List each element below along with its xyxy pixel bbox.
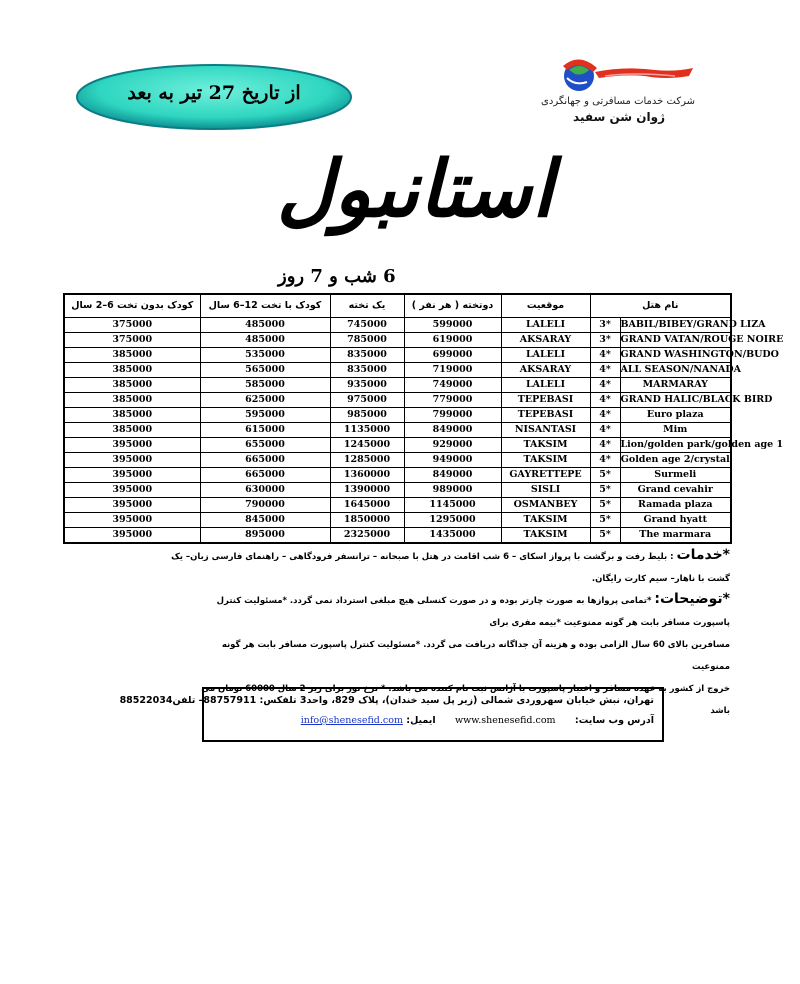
cell-location: NISANTASI <box>501 423 590 438</box>
cell-stars: 4* <box>590 363 620 378</box>
cell-double: 599000 <box>404 318 501 333</box>
cell-single: 2325000 <box>330 528 404 544</box>
explanations-line-2: مسافرین بالای 60 سال الزامی بوده و هزینه آن جداگانه دریافت می گردد. *مسئولیت کنترل پاسپورت مسافر بابت هر گونه ممنوعیت <box>221 640 730 672</box>
cell-double: 749000 <box>404 378 501 393</box>
cell-stars: 4* <box>590 408 620 423</box>
cell-hotel: Grand hyatt <box>620 513 731 528</box>
cell-double: 1295000 <box>404 513 501 528</box>
explanations-line-1: *تمامی پروازها به صورت چارتر بوده و در صورت کنسلی هیچ مبلغی استرداد نمی گردد. *مسئولیت کنترل پاسپورت مسافر بابت هر گونه ممنوعیت *بیمه مفری برای <box>216 596 730 628</box>
cell-child-nobed: 395000 <box>64 528 200 544</box>
contact-box <box>119 687 664 742</box>
cell-hotel: Grand cevahir <box>620 483 731 498</box>
cell-child-nobed: 375000 <box>64 318 200 333</box>
cell-hotel: Lion/golden park/golden age 1 <box>620 438 731 453</box>
cell-child-bed: 565000 <box>200 363 330 378</box>
cell-child-nobed: 385000 <box>64 408 200 423</box>
cell-single: 1360000 <box>330 468 404 483</box>
cell-hotel: GRAND VATAN/ROUGE NOIRE <box>620 333 731 348</box>
services-line-1: : بلیط رفت و برگشت با پرواز اسکای – 6 شب اقامت در هتل با صبحانه – ترانسفر فرودگاهی – راهنمای فارسی زبان– یک <box>171 552 674 562</box>
header-single: یک تخته <box>330 294 404 318</box>
cell-stars: 3* <box>590 318 620 333</box>
cell-location: GAYRETTEPE <box>501 468 590 483</box>
cell-hotel: ALL SEASON/NANADA <box>620 363 731 378</box>
header-double: دوتخته ( هر نفر ) <box>404 294 501 318</box>
website-link[interactable]: www.shenesefid.com <box>454 715 556 726</box>
cell-child-nobed: 395000 <box>64 483 200 498</box>
cell-location: TEPEBASI <box>501 408 590 423</box>
badge-text: از تاریخ 27 تیر به بعد <box>127 82 301 104</box>
header-child-nobed: کودک بدون تخت 6–2 سال <box>64 294 200 318</box>
table-row <box>64 423 731 438</box>
cell-stars: 4* <box>590 348 620 363</box>
cell-child-bed: 535000 <box>200 348 330 363</box>
cell-stars: 4* <box>590 423 620 438</box>
cell-single: 785000 <box>330 333 404 348</box>
cell-child-bed: 630000 <box>200 483 330 498</box>
cell-double: 1435000 <box>404 528 501 544</box>
cell-single: 1285000 <box>330 453 404 468</box>
website-label: آدرس وب سایت: <box>574 715 654 726</box>
services-note <box>160 544 730 590</box>
cell-child-bed: 615000 <box>200 423 330 438</box>
cell-hotel: GRAND WASHINGTON/BUDO <box>620 348 731 363</box>
cell-location: TAKSIM <box>501 528 590 544</box>
cell-child-bed: 595000 <box>200 408 330 423</box>
table-row <box>64 453 731 468</box>
tour-duration: 6 شب و 7 روز <box>278 266 396 287</box>
cell-child-bed: 655000 <box>200 438 330 453</box>
company-name: شرکت خدمات مسافرتی و جهانگردی <box>541 96 695 107</box>
company-logo <box>541 56 695 126</box>
cell-double: 849000 <box>404 423 501 438</box>
page-title: استانبول <box>276 145 554 235</box>
cell-single: 1850000 <box>330 513 404 528</box>
cell-location: SISLI <box>501 483 590 498</box>
cell-single: 985000 <box>330 408 404 423</box>
cell-child-bed: 485000 <box>200 318 330 333</box>
cell-child-bed: 485000 <box>200 333 330 348</box>
cell-double: 949000 <box>404 453 501 468</box>
globe-logo-icon <box>555 56 695 96</box>
cell-hotel: Ramada plaza <box>620 498 731 513</box>
cell-single: 1390000 <box>330 483 404 498</box>
cell-child-bed: 895000 <box>200 528 330 544</box>
cell-stars: 4* <box>590 378 620 393</box>
cell-child-nobed: 385000 <box>64 363 200 378</box>
table-row <box>64 333 731 348</box>
header-location: موقعیت <box>501 294 590 318</box>
table-row <box>64 513 731 528</box>
table-header-row <box>64 294 731 318</box>
cell-location: LALELI <box>501 318 590 333</box>
cell-single: 975000 <box>330 393 404 408</box>
cell-child-nobed: 395000 <box>64 468 200 483</box>
cell-child-nobed: 385000 <box>64 348 200 363</box>
cell-location: TAKSIM <box>501 453 590 468</box>
table-row <box>64 438 731 453</box>
table-row <box>64 393 731 408</box>
cell-location: AKSARAY <box>501 333 590 348</box>
company-brand: ژوان شن سفید <box>573 110 665 124</box>
cell-stars: 5* <box>590 483 620 498</box>
table-row <box>64 498 731 513</box>
cell-hotel: Mim <box>620 423 731 438</box>
cell-double: 1145000 <box>404 498 501 513</box>
table-row <box>64 483 731 498</box>
cell-single: 745000 <box>330 318 404 333</box>
cell-location: TAKSIM <box>501 438 590 453</box>
table-row <box>64 348 731 363</box>
cell-child-nobed: 385000 <box>64 423 200 438</box>
header-hotel: نام هتل <box>590 294 731 318</box>
table-row <box>64 468 731 483</box>
date-badge <box>74 62 354 132</box>
cell-child-bed: 665000 <box>200 453 330 468</box>
cell-single: 835000 <box>330 363 404 378</box>
cell-stars: 4* <box>590 438 620 453</box>
table-row <box>64 363 731 378</box>
cell-single: 835000 <box>330 348 404 363</box>
header-child-bed: کودک با تخت 12–6 سال <box>200 294 330 318</box>
cell-single: 1135000 <box>330 423 404 438</box>
cell-hotel: GRAND HALIC/BLACK BIRD <box>620 393 731 408</box>
cell-double: 719000 <box>404 363 501 378</box>
cell-hotel: BABIL/BIBEY/GRAND LIZA <box>620 318 731 333</box>
email-link[interactable]: info@shenesefid.com <box>300 715 403 726</box>
cell-hotel: Golden age 2/crystal <box>620 453 731 468</box>
cell-location: AKSARAY <box>501 363 590 378</box>
cell-hotel: Euro plaza <box>620 408 731 423</box>
cell-double: 799000 <box>404 408 501 423</box>
table-row <box>64 528 731 544</box>
cell-single: 935000 <box>330 378 404 393</box>
email-label: ایمیل: <box>406 715 436 726</box>
cell-hotel: Surmeli <box>620 468 731 483</box>
cell-location: OSMANBEY <box>501 498 590 513</box>
cell-hotel: MARMARAY <box>620 378 731 393</box>
cell-stars: 5* <box>590 513 620 528</box>
price-table <box>63 293 784 544</box>
cell-child-bed: 585000 <box>200 378 330 393</box>
cell-stars: 5* <box>590 528 620 544</box>
price-rows <box>64 318 784 544</box>
table-row <box>64 318 731 333</box>
cell-double: 619000 <box>404 333 501 348</box>
explanations-heading: *توضیحات: <box>654 591 730 607</box>
cell-double: 929000 <box>404 438 501 453</box>
contact-web-line <box>301 715 654 726</box>
services-line-2: گشت با ناهار– سیم کارت رایگان. <box>591 574 730 584</box>
cell-child-nobed: 395000 <box>64 438 200 453</box>
cell-single: 1245000 <box>330 438 404 453</box>
cell-child-bed: 845000 <box>200 513 330 528</box>
table-row <box>64 408 731 423</box>
cell-double: 779000 <box>404 393 501 408</box>
cell-double: 849000 <box>404 468 501 483</box>
cell-child-nobed: 385000 <box>64 378 200 393</box>
cell-child-nobed: 375000 <box>64 333 200 348</box>
cell-child-nobed: 395000 <box>64 453 200 468</box>
cell-single: 1645000 <box>330 498 404 513</box>
cell-child-bed: 790000 <box>200 498 330 513</box>
cell-location: TAKSIM <box>501 513 590 528</box>
contact-address: تهران، نبش خیابان سهروردی شمالی (زیر پل سید خندان)، پلاک 829، واحد3 تلفکس: 88757911– تلفن88522034 <box>119 695 654 706</box>
cell-stars: 4* <box>590 453 620 468</box>
explanations-line-3: خروج از کشور به عهده مسافر و اعتبار پاسپورت با آژانس ثبت نام کننده می باشد. * نرخ تور برای زیر 2 سال 60000 تومان می باشد <box>201 684 730 716</box>
cell-stars: 3* <box>590 333 620 348</box>
cell-child-bed: 665000 <box>200 468 330 483</box>
cell-stars: 5* <box>590 468 620 483</box>
cell-child-nobed: 395000 <box>64 513 200 528</box>
table-row <box>64 378 731 393</box>
cell-child-nobed: 395000 <box>64 498 200 513</box>
cell-double: 699000 <box>404 348 501 363</box>
cell-location: LALELI <box>501 348 590 363</box>
services-heading: *خدمات <box>676 547 730 563</box>
cell-hotel: The marmara <box>620 528 731 544</box>
cell-stars: 4* <box>590 393 620 408</box>
cell-double: 989000 <box>404 483 501 498</box>
cell-child-bed: 625000 <box>200 393 330 408</box>
cell-location: LALELI <box>501 378 590 393</box>
cell-stars: 5* <box>590 498 620 513</box>
cell-location: TEPEBASI <box>501 393 590 408</box>
cell-child-nobed: 385000 <box>64 393 200 408</box>
